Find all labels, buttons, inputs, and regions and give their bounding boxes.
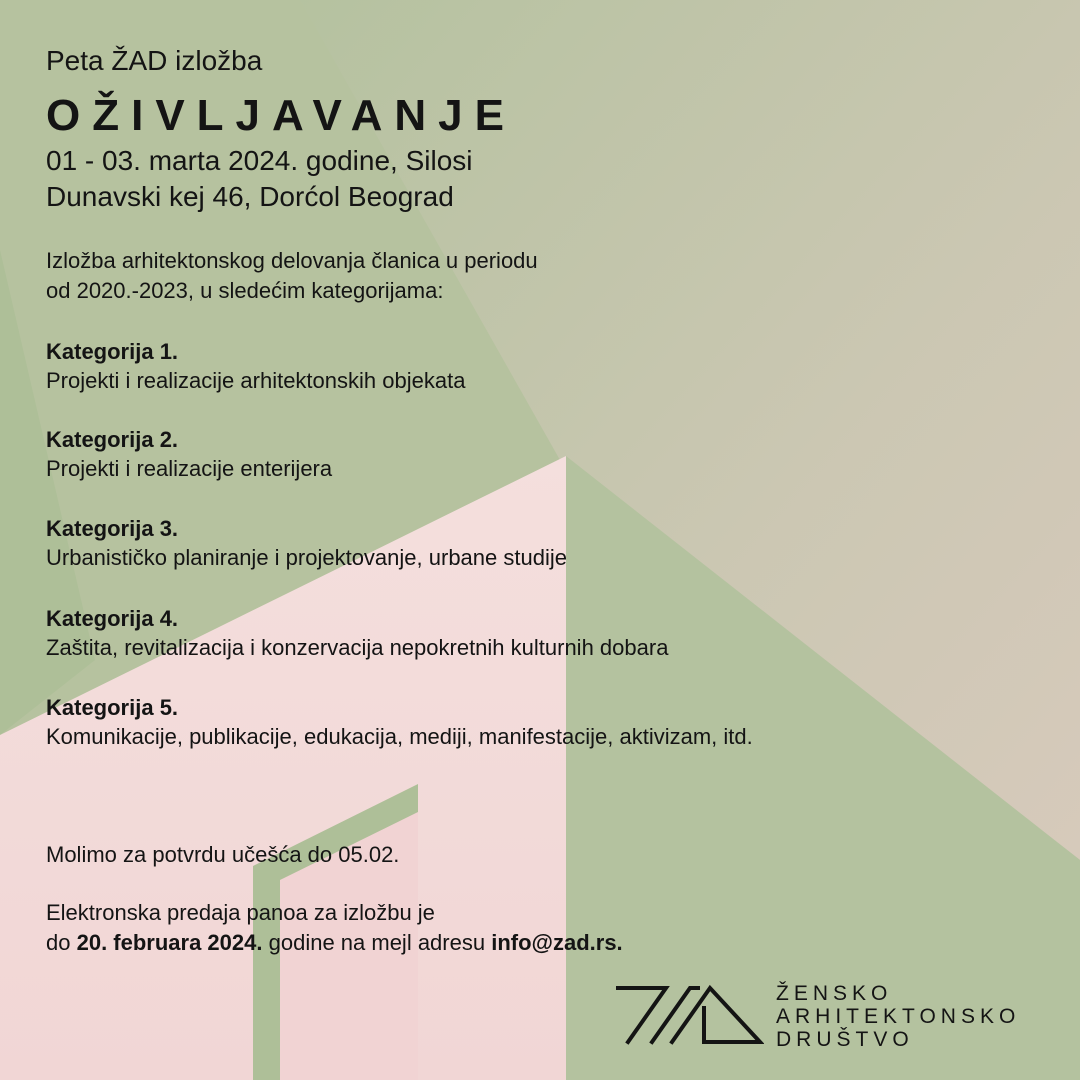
category-4: [46, 605, 668, 663]
exhibition-title: OŽIVLJAVANJE: [46, 91, 516, 140]
category-title: Kategorija 3.: [46, 516, 179, 541]
category-2: [46, 426, 332, 484]
category-description: Komunikacije, publikacije, edukacija, mediji, manifestacije, aktivizam, itd.: [46, 724, 753, 749]
category-5: [46, 694, 753, 752]
zad-logo-icon: [614, 982, 764, 1048]
category-description: Projekti i realizacije enterijera: [46, 456, 333, 481]
category-description: Zaštita, revitalizacija i konzervacija nepokretnih kulturnih dobara: [46, 635, 669, 660]
logo-line-2: ARHITEKTONSKO: [776, 1005, 1021, 1028]
category-3: [46, 515, 567, 573]
category-title: Kategorija 1.: [46, 339, 179, 364]
contact-email: info@zad.rs.: [491, 930, 623, 955]
exhibition-intro: Peta ŽAD izložba: [46, 45, 263, 76]
confirmation-note: Molimo za potvrdu učešća do 05.02.: [46, 842, 400, 867]
logo-line-3: DRUŠTVO: [776, 1028, 914, 1051]
category-title: Kategorija 2.: [46, 427, 179, 452]
exhibition-description: [46, 246, 538, 306]
description-line-2: od 2020.-2023, u sledećim kategorijama:: [46, 278, 444, 303]
submission-deadline: 20. februara 2024.: [76, 930, 263, 955]
category-title: Kategorija 4.: [46, 606, 179, 631]
submission-line-2: [46, 928, 623, 958]
category-description: Urbanističko planiranje i projektovanje, urbane studije: [46, 545, 567, 570]
submission-line-1: Elektronska predaja panoa za izložbu je: [46, 900, 435, 925]
submission-mid: godine na mejl adresu: [262, 930, 492, 955]
category-1: [46, 338, 465, 396]
category-title: Kategorija 5.: [46, 695, 179, 720]
submission-prefix: do: [46, 930, 77, 955]
logo-line-1: ŽENSKO: [776, 982, 893, 1005]
submission-note: [46, 898, 623, 958]
exhibition-address: Dunavski kej 46, Dorćol Beograd: [46, 181, 454, 212]
category-description: Projekti i realizacije arhitektonskih objekata: [46, 368, 466, 393]
exhibition-date: 01 - 03. marta 2024. godine, Silosi: [46, 145, 473, 176]
description-line-1: Izložba arhitektonskog delovanja članica u periodu: [46, 248, 538, 273]
organization-name: [776, 982, 1020, 1051]
